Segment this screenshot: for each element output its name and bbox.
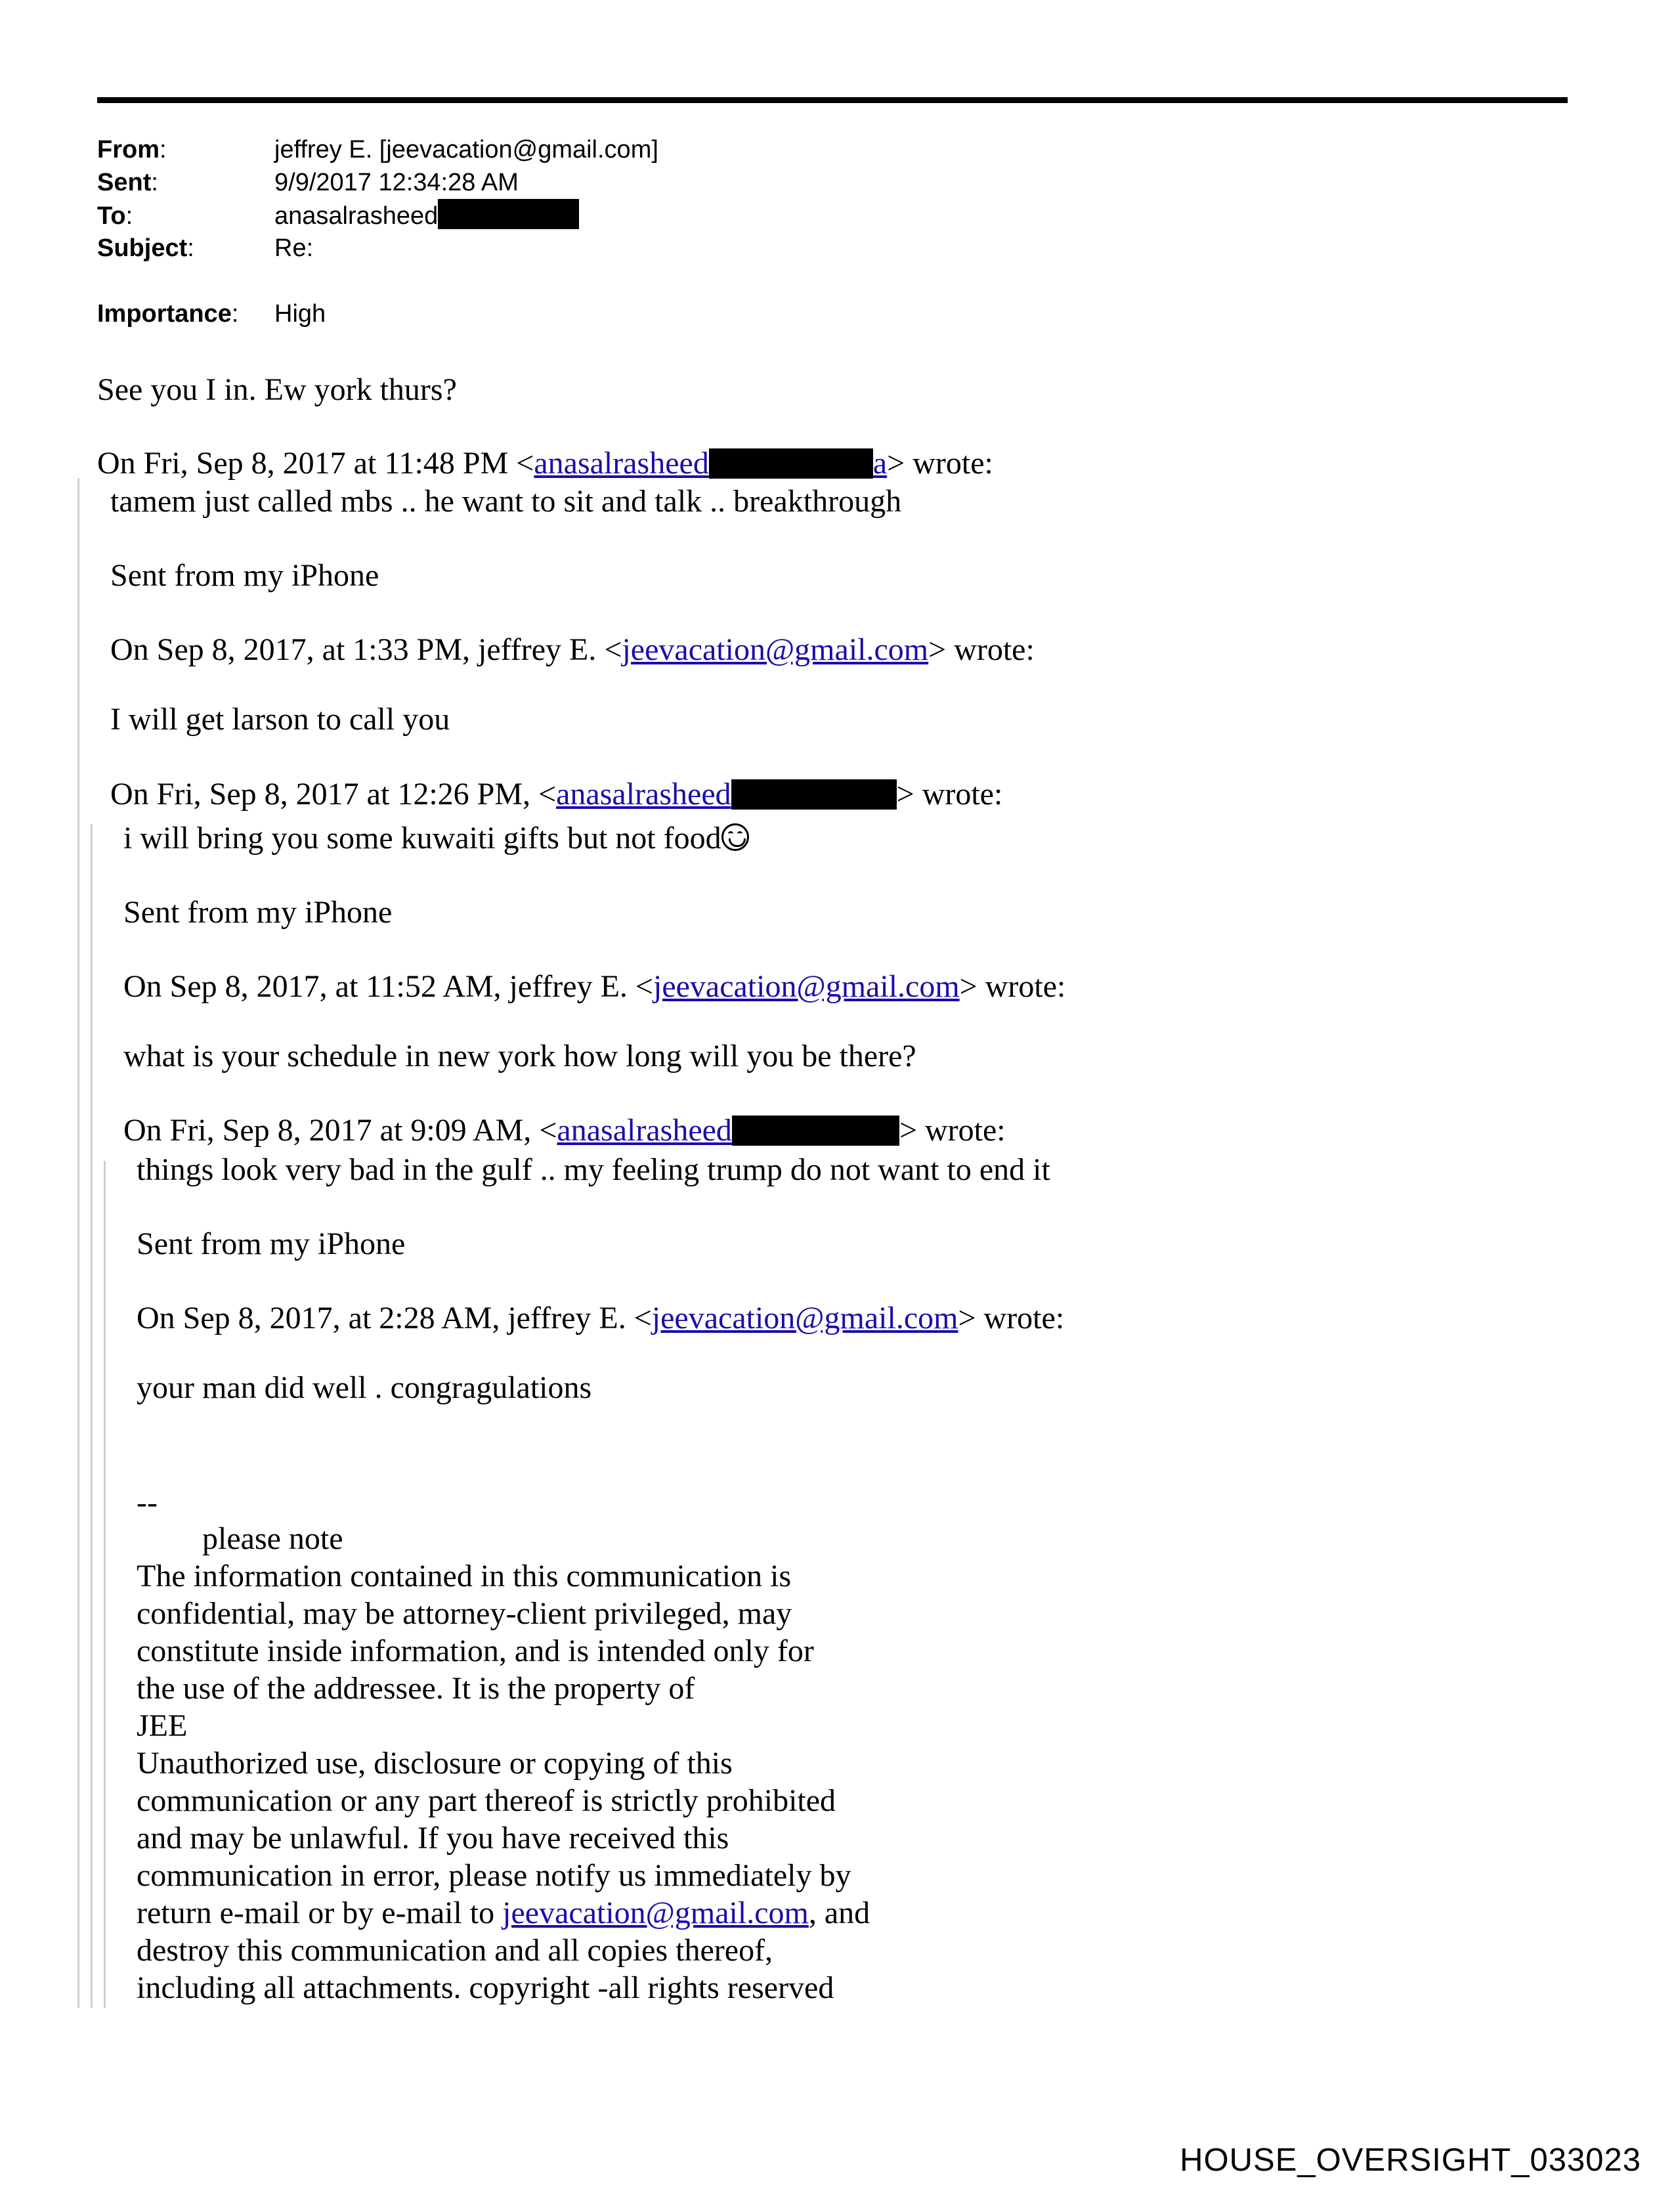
email-link[interactable]: jeevacation@gmail.com xyxy=(653,969,960,1004)
quote-3-text xyxy=(123,819,749,857)
quote-3-text-content: i will bring you some kuwaiti gifts but not food xyxy=(123,821,721,856)
quote-header-3-suffix: > wrote: xyxy=(896,777,1003,812)
bates-number: HOUSE_OVERSIGHT_033023 xyxy=(1180,2142,1641,2178)
email-link[interactable]: anasalrasheed xyxy=(557,1113,732,1148)
subject-row: Subject: Re: xyxy=(97,232,313,265)
subject-value: Re: xyxy=(274,234,314,262)
quote-header-6 xyxy=(137,1299,1064,1337)
disclaimer-line-with-link xyxy=(137,1894,870,1932)
signature-note: please note xyxy=(202,1521,343,1556)
importance-row: Importance: High xyxy=(97,297,326,330)
disclaimer-line: JEE xyxy=(137,1708,188,1743)
quote-1-signature: Sent from my iPhone xyxy=(110,558,379,593)
quote-header-4 xyxy=(123,968,1065,1006)
sent-row: Sent: 9/9/2017 12:34:28 AM xyxy=(97,166,519,199)
to-row: To: anasalrasheed xyxy=(97,199,579,232)
quote-bar-level-3 xyxy=(104,1161,106,2008)
smiley-emoji-icon xyxy=(721,823,749,851)
quote-1-text: tamem just called mbs .. he want to sit and talk .. breakthrough xyxy=(110,484,902,519)
header-rule xyxy=(97,97,1568,103)
from-row: From: jeffrey E. [jeevacation@gmail.com] xyxy=(97,133,658,166)
quote-header-3-prefix: On Fri, Sep 8, 2017 at 12:26 PM, < xyxy=(110,777,557,812)
email-link[interactable]: jeevacation@gmail.com xyxy=(651,1301,958,1335)
importance-value: High xyxy=(274,300,326,328)
subject-label: Subject xyxy=(97,234,188,262)
sent-value: 9/9/2017 12:34:28 AM xyxy=(274,169,519,196)
quote-2-text: I will get larson to call you xyxy=(110,702,450,737)
disclaimer-line: destroy this communication and all copies thereof, xyxy=(137,1933,773,1968)
disclaimer-line: communication or any part thereof is strictly prohibited xyxy=(137,1783,836,1818)
sent-label: Sent xyxy=(97,169,152,196)
email-link[interactable]: jeevacation@gmail.com xyxy=(622,632,929,667)
quote-header-5 xyxy=(123,1112,1006,1150)
to-value: anasalrasheed xyxy=(274,202,439,230)
quote-5-signature: Sent from my iPhone xyxy=(137,1226,406,1261)
disclaimer-line: communication in error, please notify us immediately by xyxy=(137,1858,851,1893)
quote-header-6-prefix: On Sep 8, 2017, at 2:28 AM, jeffrey E. < xyxy=(137,1301,652,1335)
email-link[interactable]: jeevacation@gmail.com xyxy=(502,1896,809,1930)
from-value: jeffrey E. [jeevacation@gmail.com] xyxy=(274,136,658,163)
quote-6-text: your man did well . congragulations xyxy=(137,1370,592,1405)
disclaimer-line-suffix: , and xyxy=(808,1896,870,1930)
quote-bar-level-1 xyxy=(77,478,79,2008)
redaction-box xyxy=(731,779,897,810)
disclaimer-line: Unauthorized use, disclosure or copying of this xyxy=(137,1746,733,1781)
quote-header-2-prefix: On Sep 8, 2017, at 1:33 PM, jeffrey E. < xyxy=(110,632,622,667)
disclaimer-line: The information contained in this communication is xyxy=(137,1559,792,1594)
to-label: To xyxy=(97,202,126,230)
disclaimer-line: including all attachments. copyright -all rights reserved xyxy=(137,1970,834,2005)
disclaimer-line: constitute inside information, and is intended only for xyxy=(137,1634,814,1668)
disclaimer-line-prefix: return e-mail or by e-mail to xyxy=(137,1896,503,1930)
redaction-box xyxy=(438,199,579,229)
quote-header-3 xyxy=(110,775,1002,813)
email-link-tail[interactable]: a xyxy=(872,446,888,481)
quote-header-1-prefix: On Fri, Sep 8, 2017 at 11:48 PM < xyxy=(97,446,534,481)
disclaimer-line: the use of the addressee. It is the property of xyxy=(137,1671,695,1706)
quote-header-5-prefix: On Fri, Sep 8, 2017 at 9:09 AM, < xyxy=(123,1113,557,1148)
quote-header-1 xyxy=(97,445,993,483)
disclaimer-line: and may be unlawful. If you have received this xyxy=(137,1821,729,1855)
quote-bar-level-2 xyxy=(91,824,93,2008)
disclaimer-line: confidential, may be attorney-client privileged, may xyxy=(137,1596,792,1631)
quote-header-6-suffix: > wrote: xyxy=(958,1301,1065,1335)
importance-label: Importance xyxy=(97,300,232,328)
quote-header-5-suffix: > wrote: xyxy=(899,1113,1006,1148)
quote-5-text: things look very bad in the gulf .. my feeling trump do not want to end it xyxy=(137,1152,1050,1187)
quote-header-1-suffix: > wrote: xyxy=(887,446,993,481)
quote-header-4-suffix: > wrote: xyxy=(959,969,1066,1004)
quote-3-signature: Sent from my iPhone xyxy=(123,895,393,930)
redaction-box xyxy=(709,448,873,479)
quote-header-4-prefix: On Sep 8, 2017, at 11:52 AM, jeffrey E. < xyxy=(123,969,653,1004)
quote-4-text: what is your schedule in new york how long will you be there? xyxy=(123,1039,916,1073)
email-link[interactable]: anasalrasheed xyxy=(556,777,731,812)
redaction-box xyxy=(732,1116,899,1146)
signature-dash: -- xyxy=(137,1485,158,1520)
quote-header-2 xyxy=(110,631,1035,669)
reply-text: See you I in. Ew york thurs? xyxy=(97,372,457,407)
from-label: From xyxy=(97,136,160,163)
email-link[interactable]: anasalrasheed xyxy=(534,446,709,481)
quote-header-2-suffix: > wrote: xyxy=(928,632,1035,667)
